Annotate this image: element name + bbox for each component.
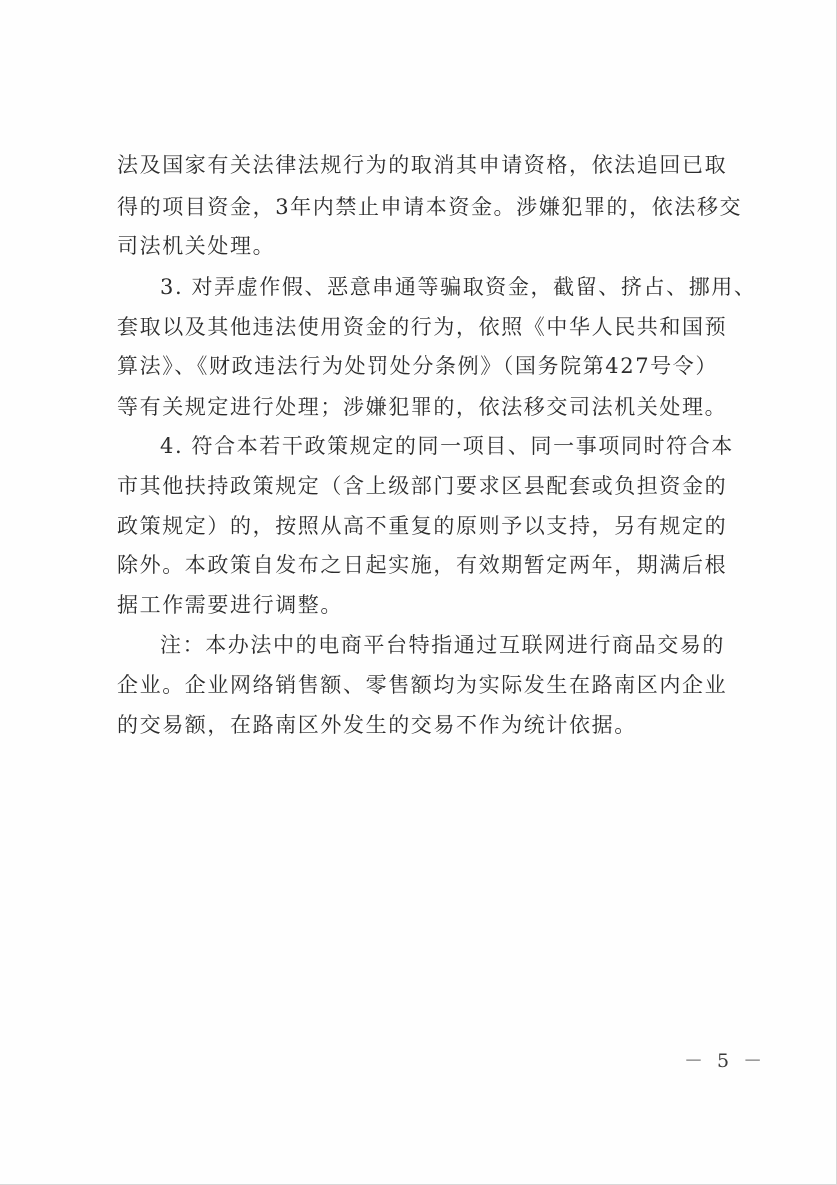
text-line: 司法机关处理。 [117,234,276,258]
text-line: 市其他扶持政策规定（含上级部门要求区县配套或负担资金的 [117,474,728,498]
text-line: 算法》、《财政违法行为处罚处分条例》（国务院第427号令） [117,354,718,378]
page-number: － 5 － [684,1050,767,1072]
paragraph-4-start: 4. 符合本若干政策规定的同一项目、同一事项同时符合本 [160,434,734,458]
text-line: 法及国家有关法律法规行为的取消其申请资格，依法追回已取 [117,153,728,177]
note-paragraph-start: 注：本办法中的电商平台特指通过互联网进行商品交易的 [160,633,725,657]
text-line: 的交易额，在路南区外发生的交易不作为统计依据。 [117,713,637,737]
text-line: 套取以及其他违法使用资金的行为，依照《中华人民共和国预 [117,315,728,339]
text-line: 政策规定）的，按照从高不重复的原则予以支持，另有规定的 [117,514,728,538]
text-line: 企业。企业网络销售额、零售额均为实际发生在路南区内企业 [117,673,728,697]
paragraph-3-start: 3. 对弄虚作假、恶意串通等骗取资金，截留、挤占、挪用、 [160,275,757,299]
text-line: 据工作需要进行调整。 [117,593,343,617]
text-line: 得的项目资金，3年内禁止申请本资金。涉嫌犯罪的，依法移交 [117,195,743,219]
text-line: 除外。本政策自发布之日起实施，有效期暂定两年，期满后根 [117,553,728,577]
text-line: 等有关规定进行处理；涉嫌犯罪的，依法移交司法机关处理。 [117,395,728,419]
